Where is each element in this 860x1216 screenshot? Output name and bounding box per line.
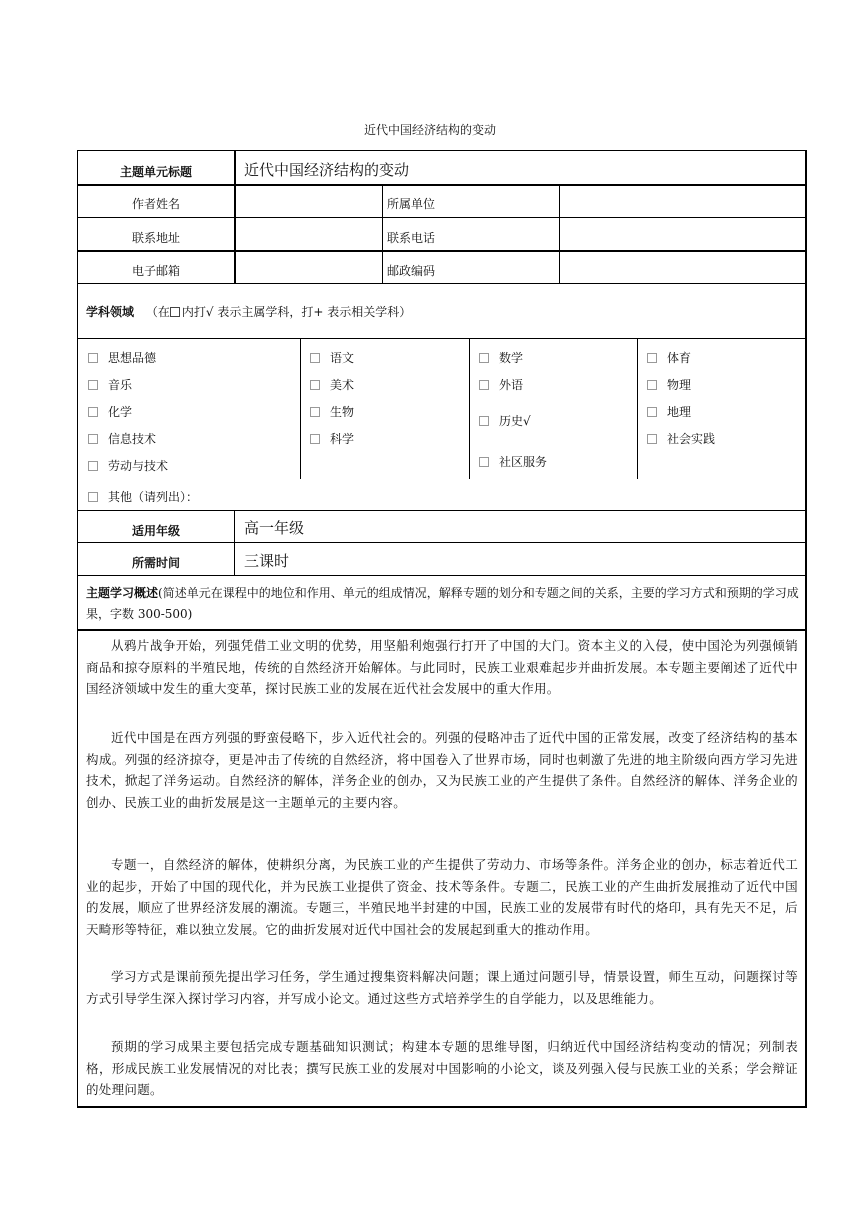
checkbox-icon[interactable] bbox=[88, 353, 98, 363]
overview-paragraph: 预期的学习成果主要包括完成专题基础知识测试；构建本专题的思维导图，归纳近代中国经济结构变动的情况；列制表格，形成民族工业发展情况的对比表；撰写民族工业的发展对中国影响的小论文，谈及列强入侵与民族工业的关系；学会辩证的处理问题。 bbox=[86, 1039, 798, 1097]
subject-option[interactable]: 信息技术 bbox=[88, 430, 156, 447]
phone-label: 联系电话 bbox=[387, 231, 436, 245]
checkbox-icon[interactable] bbox=[88, 461, 98, 471]
subject-option[interactable]: 社区服务 bbox=[479, 453, 547, 470]
rule bbox=[234, 151, 236, 283]
document-title: 近代中国经济结构的变动 bbox=[363, 123, 496, 137]
subject-option-history[interactable]: 历史√ bbox=[479, 412, 531, 429]
rule bbox=[637, 338, 638, 479]
checkbox-icon[interactable] bbox=[310, 353, 320, 363]
theme-value[interactable]: 近代中国经济结构的变动 bbox=[244, 161, 410, 179]
time-value[interactable]: 三课时 bbox=[244, 552, 290, 570]
subject-option[interactable]: 外语 bbox=[479, 376, 523, 393]
author-label: 作者姓名 bbox=[131, 197, 180, 211]
subject-hint-post: 内打√ 表示主属学科，打+ 表示相关学科） bbox=[181, 305, 412, 319]
overview-paragraph: 从鸦片战争开始，列强凭借工业文明的优势，用坚船利炮强行打开了中国的大门。资本主义的入侵，使中国沦为列强倾销商品和掠夺原料的半殖民地，传统的自然经济开始解体。与此同时，民族工业艰难起步并曲折发展。本专题主要阐述了近代中国经济领域中发生的重大变革，探讨民族工业的发展在近代社会发展中的重大作用。 bbox=[86, 638, 798, 696]
subject-option[interactable]: 思想品德 bbox=[88, 349, 156, 366]
email-field[interactable] bbox=[244, 262, 374, 278]
subject-option[interactable]: 化学 bbox=[88, 403, 132, 420]
rule bbox=[234, 510, 235, 575]
rule bbox=[78, 629, 805, 631]
subject-option[interactable]: 地理 bbox=[647, 403, 691, 420]
subject-option[interactable]: 生物 bbox=[310, 403, 354, 420]
phone-field[interactable] bbox=[568, 229, 798, 245]
address-field[interactable] bbox=[244, 229, 374, 245]
checkbox-icon[interactable] bbox=[310, 434, 320, 444]
subject-option[interactable]: 社会实践 bbox=[647, 430, 715, 447]
checkbox-icon[interactable] bbox=[479, 416, 489, 426]
rule bbox=[78, 575, 805, 576]
subject-option[interactable]: 数学 bbox=[479, 349, 523, 366]
checkbox-icon[interactable] bbox=[647, 434, 657, 444]
postcode-label: 邮政编码 bbox=[387, 264, 436, 278]
rule bbox=[78, 283, 805, 284]
overview-paragraph: 专题一，自然经济的解体，使耕织分离，为民族工业的产生提供了劳动力、市场等条件。洋务企业的创办，标志着近代工业的起步，开始了中国的现代化，并为民族工业提供了资金、技术等条件。专题二，民族工业的产生曲折发展推动了近代中国的发展，顺应了世界经济发展的潮流。专题三，半殖民地半封建的中国，民族工业的发展带有时代的烙印，具有先天不足，后天畸形等特征，难以独立发展。它的曲折发展对近代中国社会的发展起到重大的推动作用。 bbox=[86, 857, 798, 937]
rule bbox=[78, 338, 805, 339]
subject-hint-pre: （在 bbox=[145, 305, 170, 319]
checkbox-icon[interactable] bbox=[647, 380, 657, 390]
subject-option[interactable]: 物理 bbox=[647, 376, 691, 393]
subject-option[interactable]: 美术 bbox=[310, 376, 354, 393]
overview-desc: (简述单元在课程中的地位和作用、单元的组成情况，解释专题的划分和专题之间的关系，主要的学习方式和预期的学习成果，字数 300-500) bbox=[86, 586, 799, 621]
overview-paragraph: 近代中国是在西方列强的野蛮侵略下，步入近代社会的。列强的侵略冲击了近代中国的正常发展，改变了经济结构的基本构成。列强的经济掠夺，更是冲击了传统的自然经济，将中国卷入了世界市场，同时也刺激了先进的地主阶级向西方学习先进技术，掀起了洋务运动。自然经济的解体，洋务企业的创办，又为民族工业的产生提供了条件。自然经济的解体、洋务企业的创办、民族工业的曲折发展是这一主题单元的主要内容。 bbox=[86, 730, 798, 810]
rule bbox=[78, 184, 805, 186]
checkbox-icon[interactable] bbox=[479, 457, 489, 467]
theme-label: 主题单元标题 bbox=[119, 165, 192, 179]
rule bbox=[78, 542, 805, 543]
email-label: 电子邮箱 bbox=[131, 264, 180, 278]
checkbox-icon[interactable] bbox=[88, 492, 98, 502]
checkbox-icon bbox=[170, 307, 180, 317]
subject-option[interactable]: 科学 bbox=[310, 430, 354, 447]
unit-label: 所属单位 bbox=[387, 197, 436, 211]
subject-label: 学科领域 bbox=[86, 305, 135, 319]
overview-paragraph: 学习方式是课前预先提出学习任务，学生通过搜集资料解决问题；课上通过问题引导，情景设置，师生互动，问题探讨等方式引导学生深入探讨学习内容，并写成小论文。通过这些方式培养学生的自学能力，以及思维能力。 bbox=[86, 969, 798, 1006]
rule bbox=[78, 217, 805, 218]
grade-label: 适用年级 bbox=[131, 524, 180, 538]
subject-option[interactable]: 音乐 bbox=[88, 376, 132, 393]
rule bbox=[382, 184, 383, 283]
checkbox-icon[interactable] bbox=[479, 353, 489, 363]
checkbox-icon[interactable] bbox=[310, 407, 320, 417]
rule bbox=[559, 184, 560, 283]
grade-value[interactable]: 高一年级 bbox=[244, 519, 305, 537]
time-label: 所需时间 bbox=[131, 556, 180, 570]
rule bbox=[78, 250, 805, 252]
subject-option-other[interactable]: 其他（请列出）： bbox=[88, 488, 198, 505]
rule bbox=[78, 510, 805, 511]
author-field[interactable] bbox=[244, 195, 374, 211]
checkbox-icon[interactable] bbox=[88, 407, 98, 417]
subject-option[interactable]: 体育 bbox=[647, 349, 691, 366]
overview-heading bbox=[86, 583, 800, 625]
checkbox-icon[interactable] bbox=[479, 380, 489, 390]
subject-option[interactable]: 劳动与技术 bbox=[88, 457, 168, 474]
lesson-plan-form bbox=[77, 150, 807, 1108]
checkbox-icon[interactable] bbox=[310, 380, 320, 390]
address-label: 联系地址 bbox=[131, 231, 180, 245]
rule bbox=[300, 338, 301, 479]
subject-option[interactable]: 语文 bbox=[310, 349, 354, 366]
checkbox-icon[interactable] bbox=[647, 407, 657, 417]
subject-heading bbox=[86, 303, 411, 320]
checkbox-icon[interactable] bbox=[88, 380, 98, 390]
checkbox-icon[interactable] bbox=[88, 434, 98, 444]
checkbox-icon[interactable] bbox=[647, 353, 657, 363]
overview-label: 主题学习概述 bbox=[86, 586, 159, 600]
postcode-field[interactable] bbox=[568, 262, 798, 278]
unit-field[interactable] bbox=[568, 195, 798, 211]
rule bbox=[469, 338, 470, 479]
